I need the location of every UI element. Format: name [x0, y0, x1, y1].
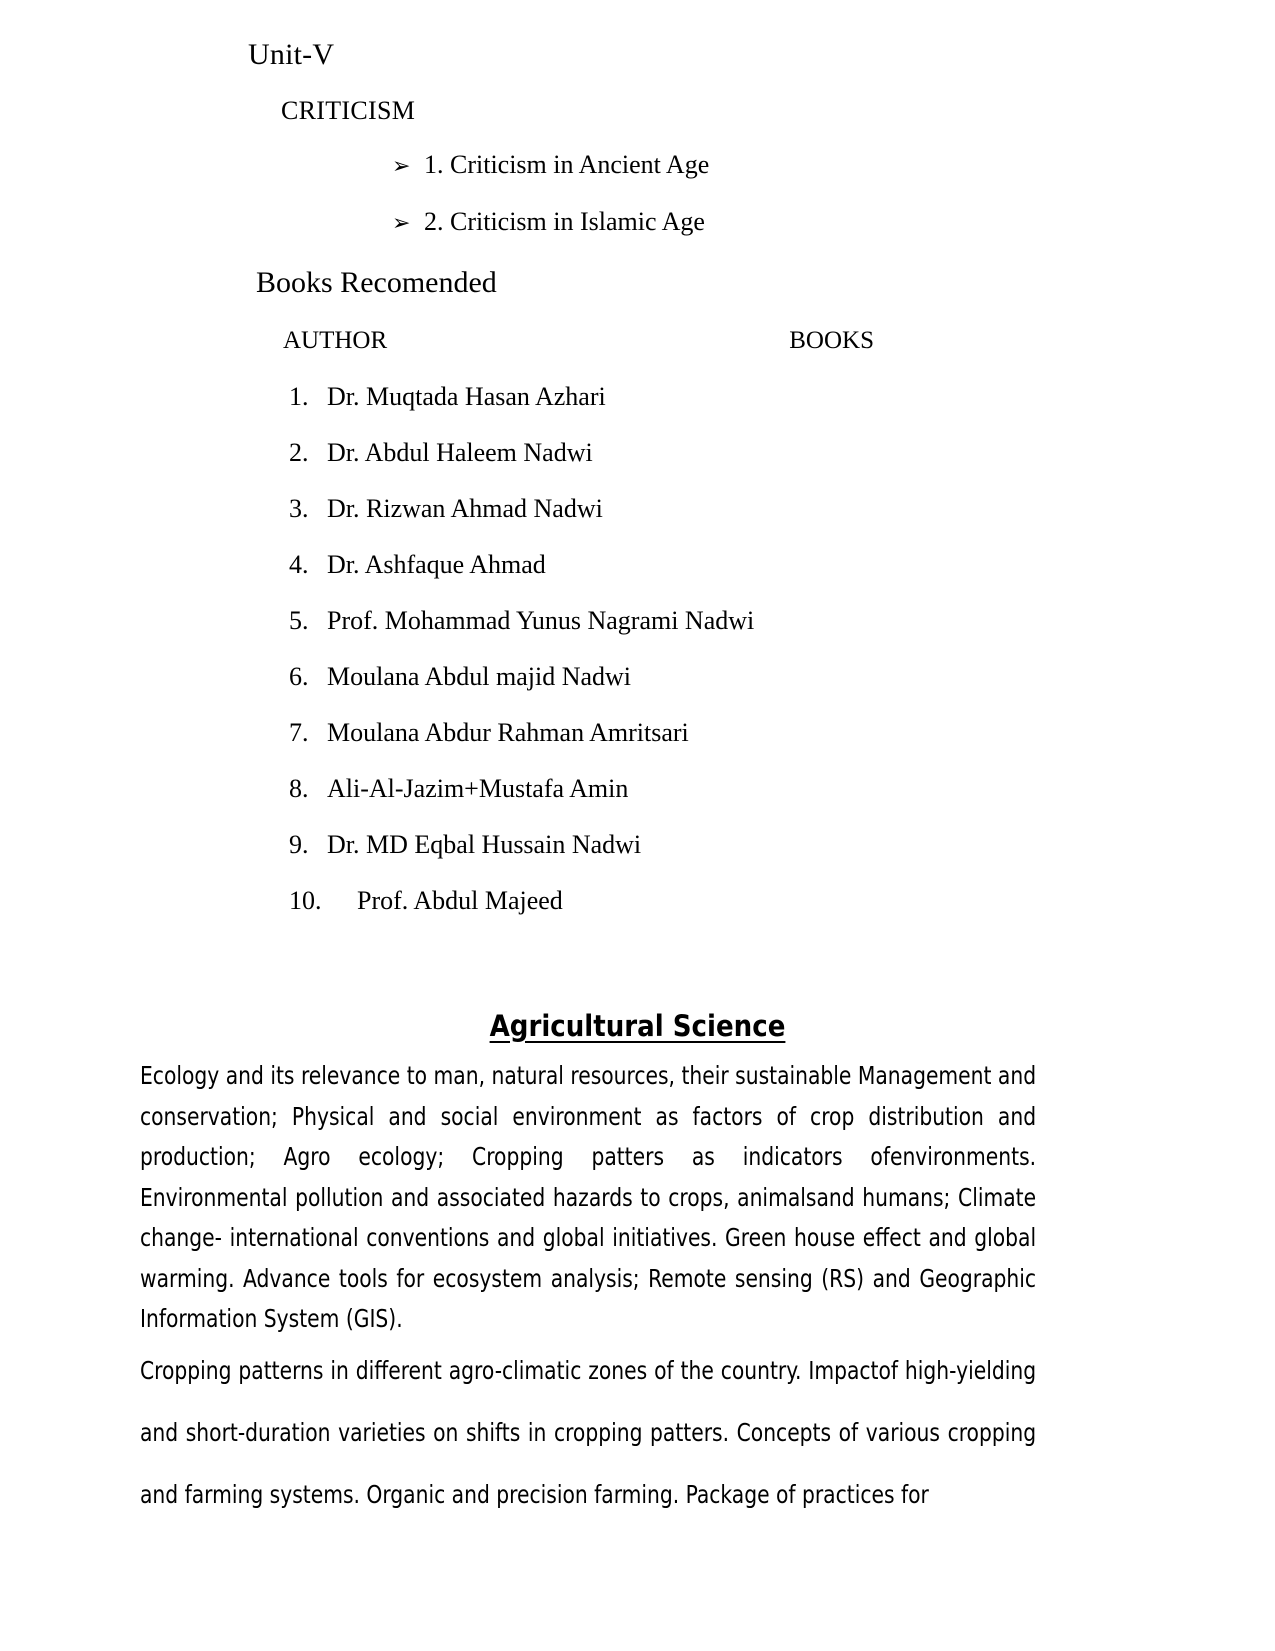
table-row: [289, 606, 1089, 636]
agricultural-science-paragraph-1: [140, 1056, 1036, 1340]
list-item-number: 9.: [289, 830, 309, 859]
author-list: [289, 382, 1089, 942]
list-item-number: 8.: [289, 774, 309, 803]
agricultural-science-heading-label: Agricultural Science: [489, 1009, 786, 1043]
author-name: Prof. Abdul Majeed: [357, 886, 563, 915]
list-item-label: 2. Criticism in Islamic Age: [424, 207, 705, 236]
author-name: Dr. Rizwan Ahmad Nadwi: [327, 494, 603, 523]
unit-title: Unit-V: [248, 38, 335, 71]
paragraph-text: Cropping patterns in different agro-climatic zones of the country. Impactof high-yielding and short-duration varieties on shifts in cropping patters. Concepts of various cropping and farming systems. Organic and precision farming. Package of practices for: [140, 1356, 1037, 1509]
list-item-number: 5.: [289, 606, 309, 635]
agricultural-science-paragraph-2: [140, 1340, 1036, 1526]
criticism-heading: CRITICISM: [281, 96, 416, 125]
list-item-number: 10.: [289, 886, 322, 915]
table-row: [289, 830, 1089, 860]
table-row: [289, 382, 1089, 412]
author-name: Moulana Abdur Rahman Amritsari: [327, 718, 689, 747]
author-name: Dr. Abdul Haleem Nadwi: [327, 438, 593, 467]
author-name: Dr. MD Eqbal Hussain Nadwi: [327, 830, 642, 859]
list-item: [392, 150, 1092, 181]
author-name: Dr. Ashfaque Ahmad: [327, 550, 546, 579]
list-item-number: 2.: [289, 438, 309, 467]
table-row: [289, 494, 1089, 524]
arrow-bullet-icon: ➢: [392, 210, 411, 235]
list-item-number: 4.: [289, 550, 309, 579]
table-row: [289, 718, 1089, 748]
column-header-author: AUTHOR: [283, 327, 388, 354]
books-recommended-heading: Books Recomended: [256, 266, 497, 299]
paragraph-text: Ecology and its relevance to man, natural resources, their sustainable Management and conservation; Physical and social environment as factors of crop distribution and production; Agro ecology; Cropping patters as indicators ofenvironments. Environmental pollution and associated hazards to crops, animalsand humans; Climate change- international conventions and global initiatives. Green house effect and global warming. Advance tools for ecosystem analysis; Remote sensing (RS) and Geographic Information System (GIS).: [140, 1061, 1037, 1333]
list-item-label: 1. Criticism in Ancient Age: [424, 150, 710, 179]
table-column-headers: [283, 326, 983, 356]
list-item-number: 1.: [289, 382, 309, 411]
column-header-books: BOOKS: [789, 327, 874, 354]
criticism-list: [392, 150, 1092, 264]
author-name: Prof. Mohammad Yunus Nagrami Nadwi: [327, 606, 755, 635]
author-name: Ali-Al-Jazim+Mustafa Amin: [327, 774, 629, 803]
author-name: Moulana Abdul majid Nadwi: [327, 662, 632, 691]
author-name: Dr. Muqtada Hasan Azhari: [327, 382, 606, 411]
table-row: [289, 438, 1089, 468]
list-item-number: 6.: [289, 662, 309, 691]
list-item: [392, 207, 1092, 238]
list-item-number: 7.: [289, 718, 309, 747]
table-row: [289, 550, 1089, 580]
table-row: [289, 886, 1089, 916]
arrow-bullet-icon: ➢: [392, 153, 411, 178]
agricultural-science-heading: [0, 1008, 1275, 1044]
list-item-number: 3.: [289, 494, 309, 523]
table-row: [289, 662, 1089, 692]
table-row: [289, 774, 1089, 804]
